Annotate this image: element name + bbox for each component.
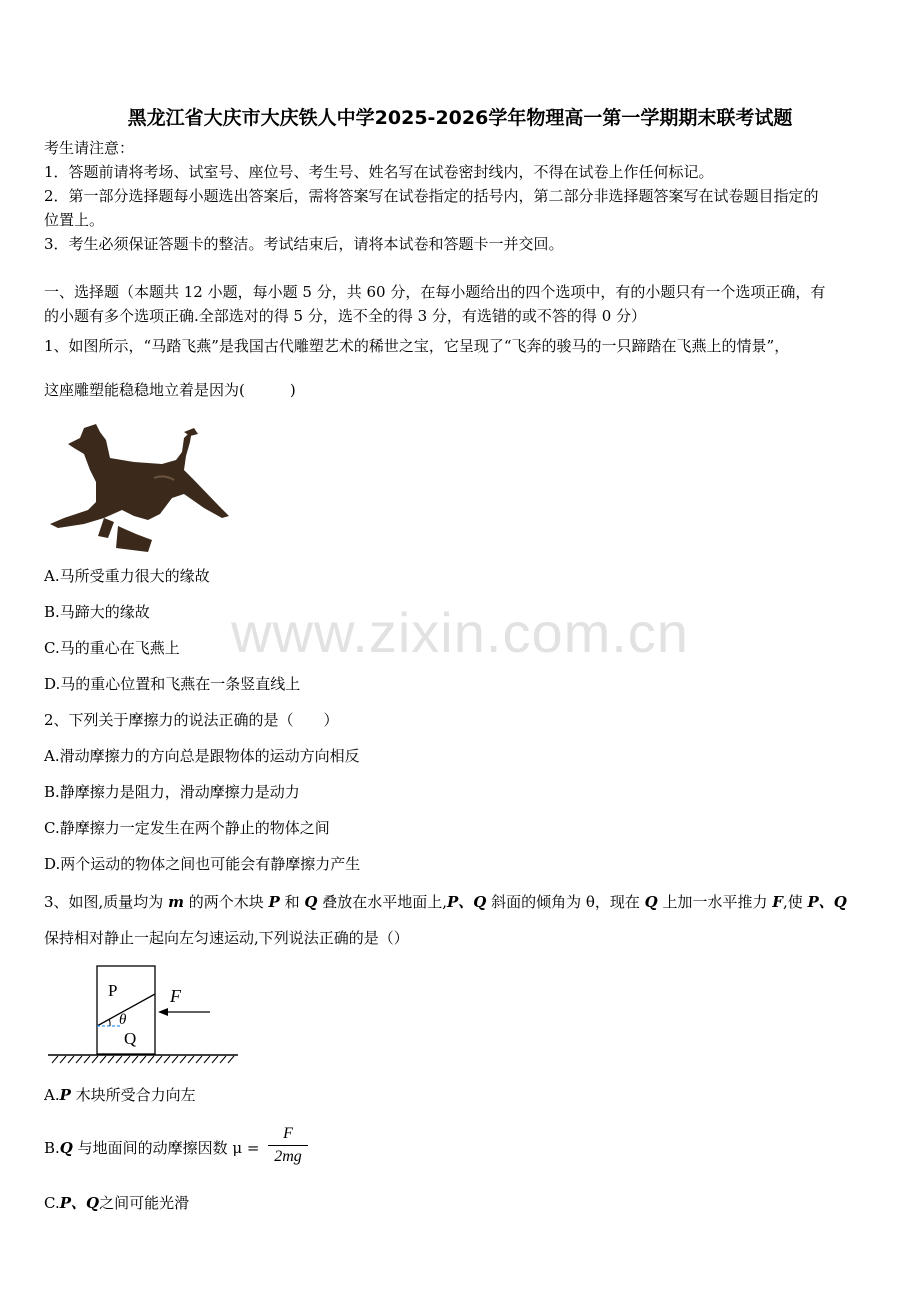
section-heading-line1: 一、选择题（本题共 12 小题，每小题 5 分，共 60 分，在每小题给出的四个选项中，有的小题只有一个选项正确，有 [44, 283, 826, 301]
angle-theta-label: θ [119, 1012, 127, 1028]
q3-option-a-text: 木块所受合力向左 [70, 1086, 196, 1104]
q3-option-b-prefix: B. [44, 1139, 60, 1157]
fraction-numerator: F [283, 1125, 293, 1142]
block-p-label: P [108, 981, 118, 1000]
q3-text-a: 3、如图,质量均为 [44, 893, 169, 911]
q3-text-and: 和 [279, 893, 305, 911]
q1-option-c: C.马的重心在飞燕上 [44, 639, 180, 657]
q3-option-c [44, 1193, 189, 1213]
q3-stem-line2: 保持相对静止一起向左匀速运动,下列说法正确的是（） [44, 929, 409, 947]
block-q-label: Q [124, 1029, 137, 1048]
q3-text-c: 叠放在水平地面上, [317, 893, 447, 911]
friction-fraction [268, 1124, 308, 1167]
q3-var-pq2: P、Q [807, 893, 847, 911]
q3-text-f: ,使 [782, 893, 808, 911]
q3-text-d: 斜面的倾角为 θ，现在 [486, 893, 645, 911]
q3-option-b [44, 1138, 260, 1158]
notice-heading: 考生请注意： [44, 139, 135, 157]
q3-var-m: m [168, 893, 184, 911]
horse-sculpture-image [44, 418, 234, 558]
q3-text-b: 的两个木块 [183, 893, 269, 911]
block-diagram [44, 960, 244, 1070]
notice-item-2-cont: 位置上。 [44, 211, 105, 229]
q1-option-a: A.马所受重力很大的缘故 [44, 567, 210, 585]
q3-option-c-prefix: C. [44, 1194, 60, 1212]
q3-option-a-var: P [59, 1086, 71, 1104]
ground-hatching [52, 1056, 234, 1063]
q2-stem: 2、下列关于摩擦力的说法正确的是（ ） [44, 711, 339, 729]
q2-option-b: B.静摩擦力是阻力，滑动摩擦力是动力 [44, 783, 300, 801]
q3-var-f: F [772, 893, 783, 911]
q3-var-q: Q [304, 893, 318, 911]
q1-stem-line1: 1、如图所示，“马踏飞燕”是我国古代雕塑艺术的稀世之宝，它呈现了“飞奔的骏马的一只蹄踏在飞燕上的情景”， [44, 337, 790, 355]
q3-var-pq: P、Q [446, 893, 487, 911]
watermark: www.zixin.com.cn [231, 601, 689, 664]
q3-var-q2: Q [644, 893, 658, 911]
fraction-denominator: 2mg [274, 1148, 302, 1165]
notice-item-1: 1．答题前请将考场、试室号、座位号、考生号、姓名写在试卷密封线内，不得在试卷上作任何标记。 [44, 163, 714, 181]
q2-option-c: C.静摩擦力一定发生在两个静止的物体之间 [44, 819, 330, 837]
q1-stem-line2: 这座雕塑能稳稳地立着是因为( ) [44, 381, 296, 399]
q3-option-b-var: Q [59, 1139, 73, 1157]
page-title: 黑龙江省大庆市大庆铁人中学2025-2026学年物理高一第一学期期末联考试题 [127, 107, 793, 129]
q3-option-a-prefix: A. [44, 1086, 60, 1104]
q2-option-d: D.两个运动的物体之间也可能会有静摩擦力产生 [44, 855, 361, 873]
q3-option-b-text: 与地面间的动摩擦因数 μ = [72, 1139, 260, 1157]
q1-option-d: D.马的重心位置和飞燕在一条竖直线上 [44, 675, 301, 693]
q3-option-c-var: P、Q [59, 1194, 100, 1212]
q1-option-b: B.马蹄大的缘故 [44, 603, 150, 621]
q3-option-c-text: 之间可能光滑 [99, 1194, 190, 1212]
notice-item-2: 2．第一部分选择题每小题选出答案后，需将答案写在试卷指定的括号内，第二部分非选择题答案写在试卷题目指定的 [44, 187, 819, 205]
q3-stem-line1 [44, 892, 847, 912]
q3-option-a [44, 1085, 196, 1105]
q3-text-e: 上加一水平推力 [657, 893, 773, 911]
q2-option-a: A.滑动摩擦力的方向总是跟物体的运动方向相反 [44, 747, 360, 765]
section-heading-line2: 的小题有多个选项正确.全部选对的得 5 分，选不全的得 3 分，有选错的或不答的得 0 分） [44, 307, 647, 325]
q3-var-p: P [268, 893, 280, 911]
notice-item-3: 3．考生必须保证答题卡的整洁。考试结束后，请将本试卷和答题卡一并交回。 [44, 235, 564, 253]
force-f-label: F [170, 986, 181, 1006]
